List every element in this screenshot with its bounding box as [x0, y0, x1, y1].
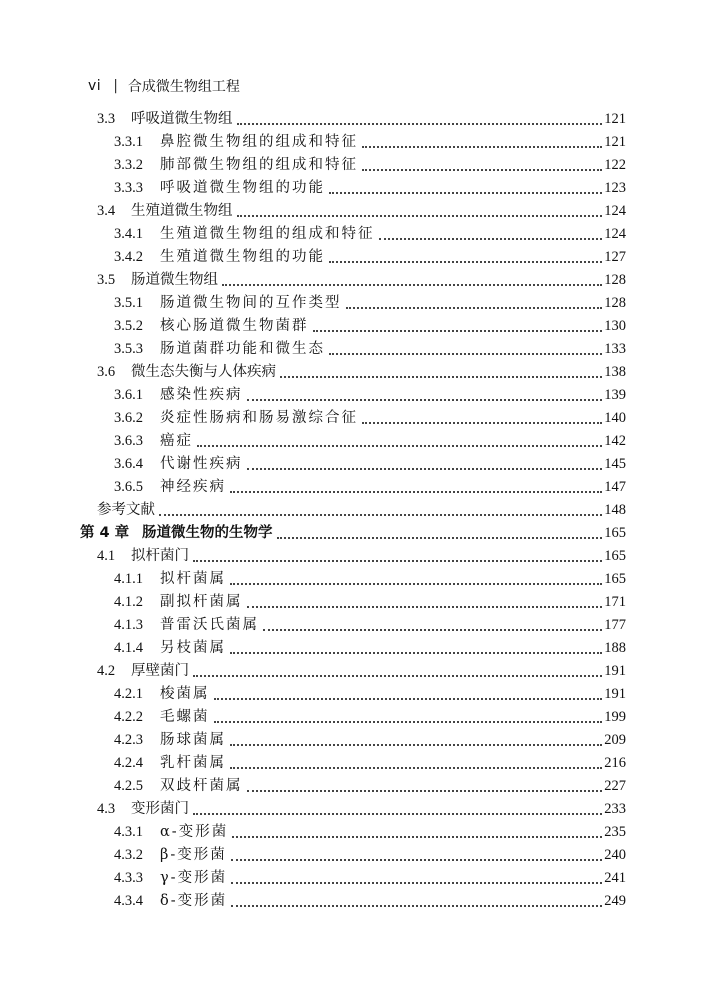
- toc-entry-number: 3.6.4: [114, 456, 143, 472]
- toc-entry[interactable]: [80, 269, 626, 292]
- toc-entry[interactable]: [80, 246, 626, 269]
- toc-entry[interactable]: [80, 660, 626, 683]
- toc-entry[interactable]: [80, 407, 626, 430]
- toc-entry-number: 3.4: [97, 203, 116, 219]
- toc-entry-number: 3.4.2: [114, 249, 143, 265]
- toc-entry-page: 123: [604, 180, 626, 196]
- toc-entry-title: 炎症性肠病和肠易激综合征: [160, 410, 358, 426]
- toc-entry-page: 249: [604, 893, 626, 909]
- toc-entry-title: 核心肠道微生物菌群: [160, 318, 309, 334]
- toc-entry[interactable]: [80, 338, 626, 361]
- toc-entry-page: 241: [604, 870, 626, 886]
- toc-entry-title: 参考文献: [97, 502, 155, 518]
- header-separator: |: [113, 78, 118, 94]
- dot-leader: [193, 813, 602, 815]
- toc-entry[interactable]: [80, 200, 626, 223]
- toc-entry[interactable]: [80, 568, 626, 591]
- toc-entry-title: 乳杆菌属: [160, 755, 226, 771]
- dot-leader: [379, 238, 603, 240]
- toc-entry[interactable]: [80, 545, 626, 568]
- dot-leader: [346, 307, 603, 309]
- toc-entry-title: 变形菌门: [131, 801, 189, 817]
- dot-leader: [230, 652, 602, 654]
- toc-entry[interactable]: [80, 177, 626, 200]
- toc-entry-number: 4.3.2: [114, 847, 143, 863]
- toc-entry-number: 4.1: [97, 548, 116, 564]
- toc-entry-number: 4.1.2: [114, 594, 143, 610]
- toc-entry-title: 肠道微生物的生物学: [142, 525, 273, 541]
- dot-leader: [193, 675, 602, 677]
- toc-entry-page: 199: [604, 709, 626, 725]
- dot-leader: [247, 399, 603, 401]
- dot-leader: [214, 698, 603, 700]
- toc-entry-number: 4.2.5: [114, 778, 143, 794]
- toc-entry-title: 拟杆菌属: [160, 571, 226, 587]
- dot-leader: [230, 583, 602, 585]
- toc-entry-page: 133: [604, 341, 626, 357]
- toc-entry[interactable]: [80, 499, 626, 522]
- toc-entry-number: 4.2.1: [114, 686, 143, 702]
- toc-entry-number: 3.5.3: [114, 341, 143, 357]
- toc-entry[interactable]: [80, 591, 626, 614]
- dot-leader: [197, 445, 602, 447]
- toc-entry[interactable]: [80, 637, 626, 660]
- book-title: 合成微生物组工程: [127, 79, 240, 95]
- toc-entry-page: 227: [604, 778, 626, 794]
- toc-entry-title: 肠道微生物间的互作类型: [160, 295, 342, 311]
- toc-entry-title: 微生态失衡与人体疾病: [131, 364, 276, 380]
- toc-entry-page: 124: [604, 203, 626, 219]
- toc-entry-title: 厚壁菌门: [131, 663, 189, 679]
- toc-entry-page: 148: [604, 502, 626, 518]
- dot-leader: [230, 767, 602, 769]
- toc-entry[interactable]: [80, 453, 626, 476]
- dot-leader: [362, 146, 602, 148]
- toc-entry-title: 感染性疾病: [160, 387, 243, 403]
- dot-leader: [263, 629, 602, 631]
- toc-entry-page: 147: [604, 479, 626, 495]
- toc-entry-number: 3.5.2: [114, 318, 143, 334]
- toc-entry-page: 140: [604, 410, 626, 426]
- toc-entry-title: 生殖道微生物组的功能: [160, 249, 325, 265]
- toc-entry-title: 生殖道微生物组: [131, 203, 233, 219]
- dot-leader: [329, 192, 602, 194]
- toc-entry[interactable]: [80, 108, 626, 131]
- dot-leader: [362, 169, 602, 171]
- toc-entry[interactable]: [80, 476, 626, 499]
- toc-entry-number: 3.5.1: [114, 295, 143, 311]
- dot-leader: [159, 514, 602, 516]
- toc-entry-number: 3.3: [97, 111, 116, 127]
- toc-entry-number: 4.2.2: [114, 709, 143, 725]
- dot-leader: [237, 215, 603, 217]
- toc-entry-title: β-变形菌: [160, 847, 227, 863]
- toc-entry-title: 肠道菌群功能和微生态: [160, 341, 325, 357]
- toc-entry[interactable]: [80, 315, 626, 338]
- toc-entry-number: 3.6.2: [114, 410, 143, 426]
- toc-entry-number: 3.5: [97, 272, 116, 288]
- dot-leader: [230, 491, 602, 493]
- dot-leader: [362, 422, 602, 424]
- toc-entry[interactable]: [80, 430, 626, 453]
- toc-entry-page: 240: [604, 847, 626, 863]
- toc-entry-page: 191: [604, 663, 626, 679]
- toc-entry-page: 138: [604, 364, 626, 380]
- toc-entry-title: 癌症: [160, 433, 193, 449]
- toc-entry-page: 130: [604, 318, 626, 334]
- toc-entry-number: 4.1.1: [114, 571, 143, 587]
- toc-entry-title: α-变形菌: [160, 824, 229, 840]
- toc-entry-page: 128: [604, 295, 626, 311]
- toc-entry-title: 普雷沃氏菌属: [160, 617, 259, 633]
- toc-entry-number: 第 4 章: [80, 525, 130, 541]
- toc-entry-number: 3.3.2: [114, 157, 143, 173]
- toc-entry-number: 4.3: [97, 801, 116, 817]
- toc-entry-page: 145: [604, 456, 626, 472]
- toc-entry-number: 4.2.3: [114, 732, 143, 748]
- toc-entry-page: 124: [604, 226, 626, 242]
- table-of-contents: [80, 108, 626, 913]
- dot-leader: [222, 284, 602, 286]
- toc-entry[interactable]: [80, 729, 626, 752]
- toc-entry[interactable]: [80, 798, 626, 821]
- toc-entry-title: 双歧杆菌属: [160, 778, 243, 794]
- toc-entry-title: 代谢性疾病: [160, 456, 243, 472]
- dot-leader: [247, 606, 603, 608]
- toc-entry-number: 3.3.1: [114, 134, 143, 150]
- toc-entry-title: 肠球菌属: [160, 732, 226, 748]
- toc-entry-page: 127: [604, 249, 626, 265]
- toc-entry-number: 4.2: [97, 663, 116, 679]
- dot-leader: [277, 537, 603, 539]
- toc-entry-page: 171: [604, 594, 626, 610]
- dot-leader: [230, 744, 602, 746]
- toc-entry[interactable]: [80, 706, 626, 729]
- toc-entry-title: γ-变形菌: [160, 870, 228, 886]
- toc-entry-number: 3.6: [97, 364, 116, 380]
- dot-leader: [232, 836, 602, 838]
- toc-entry-page: 121: [604, 134, 626, 150]
- toc-entry-title: 拟杆菌门: [131, 548, 189, 564]
- dot-leader: [231, 882, 602, 884]
- dot-leader: [214, 721, 603, 723]
- toc-entry-page: 165: [604, 548, 626, 564]
- page-number: vi: [88, 78, 102, 94]
- toc-entry[interactable]: [80, 361, 626, 384]
- toc-entry[interactable]: [80, 844, 626, 867]
- toc-entry-title: 毛螺菌: [160, 709, 210, 725]
- toc-entry-title: δ-变形菌: [160, 893, 228, 909]
- toc-entry[interactable]: [80, 384, 626, 407]
- toc-entry-title: 神经疾病: [160, 479, 226, 495]
- toc-entry-title: 生殖道微生物组的组成和特征: [160, 226, 375, 242]
- toc-entry-title: 肠道微生物组: [131, 272, 218, 288]
- dot-leader: [231, 905, 602, 907]
- dot-leader: [247, 468, 603, 470]
- toc-entry[interactable]: [80, 683, 626, 706]
- toc-entry-page: 216: [604, 755, 626, 771]
- toc-entry-page: 142: [604, 433, 626, 449]
- toc-entry-number: 4.1.4: [114, 640, 143, 656]
- toc-entry[interactable]: [80, 154, 626, 177]
- toc-entry-title: 呼吸道微生物组的功能: [160, 180, 325, 196]
- toc-entry-number: 4.2.4: [114, 755, 143, 771]
- toc-entry-number: 3.3.3: [114, 180, 143, 196]
- toc-entry-title: 鼻腔微生物组的组成和特征: [160, 134, 358, 150]
- dot-leader: [231, 859, 602, 861]
- dot-leader: [193, 560, 602, 562]
- toc-entry-page: 122: [604, 157, 626, 173]
- toc-entry[interactable]: [80, 292, 626, 315]
- toc-entry-page: 233: [604, 801, 626, 817]
- toc-entry-page: 177: [604, 617, 626, 633]
- toc-entry-page: 188: [604, 640, 626, 656]
- toc-entry-number: 4.1.3: [114, 617, 143, 633]
- dot-leader: [329, 353, 602, 355]
- toc-entry[interactable]: [80, 522, 626, 545]
- toc-entry-page: 191: [604, 686, 626, 702]
- toc-entry-number: 3.6.1: [114, 387, 143, 403]
- toc-entry-number: 3.6.3: [114, 433, 143, 449]
- toc-entry-page: 139: [604, 387, 626, 403]
- toc-entry-number: 4.3.1: [114, 824, 143, 840]
- dot-leader: [247, 790, 603, 792]
- toc-entry-number: 3.4.1: [114, 226, 143, 242]
- dot-leader: [329, 261, 602, 263]
- toc-entry-page: 209: [604, 732, 626, 748]
- toc-entry-page: 235: [604, 824, 626, 840]
- toc-entry[interactable]: [80, 223, 626, 246]
- toc-entry[interactable]: [80, 821, 626, 844]
- toc-entry-page: 165: [604, 525, 626, 541]
- dot-leader: [237, 123, 603, 125]
- toc-entry-number: 4.3.3: [114, 870, 143, 886]
- toc-entry-title: 呼吸道微生物组: [131, 111, 233, 127]
- toc-entry-page: 121: [604, 111, 626, 127]
- toc-entry[interactable]: [80, 131, 626, 154]
- toc-entry-number: 3.6.5: [114, 479, 143, 495]
- toc-entry[interactable]: [80, 867, 626, 890]
- toc-entry-title: 副拟杆菌属: [160, 594, 243, 610]
- toc-entry-page: 165: [604, 571, 626, 587]
- dot-leader: [280, 376, 602, 378]
- toc-entry-title: 梭菌属: [160, 686, 210, 702]
- toc-entry[interactable]: [80, 890, 626, 913]
- toc-entry[interactable]: [80, 775, 626, 798]
- toc-entry-title: 另枝菌属: [160, 640, 226, 656]
- dot-leader: [313, 330, 603, 332]
- toc-entry[interactable]: [80, 614, 626, 637]
- running-head: [88, 76, 240, 96]
- toc-entry-title: 肺部微生物组的组成和特征: [160, 157, 358, 173]
- toc-entry-number: 4.3.4: [114, 893, 143, 909]
- toc-entry-page: 128: [604, 272, 626, 288]
- toc-entry[interactable]: [80, 752, 626, 775]
